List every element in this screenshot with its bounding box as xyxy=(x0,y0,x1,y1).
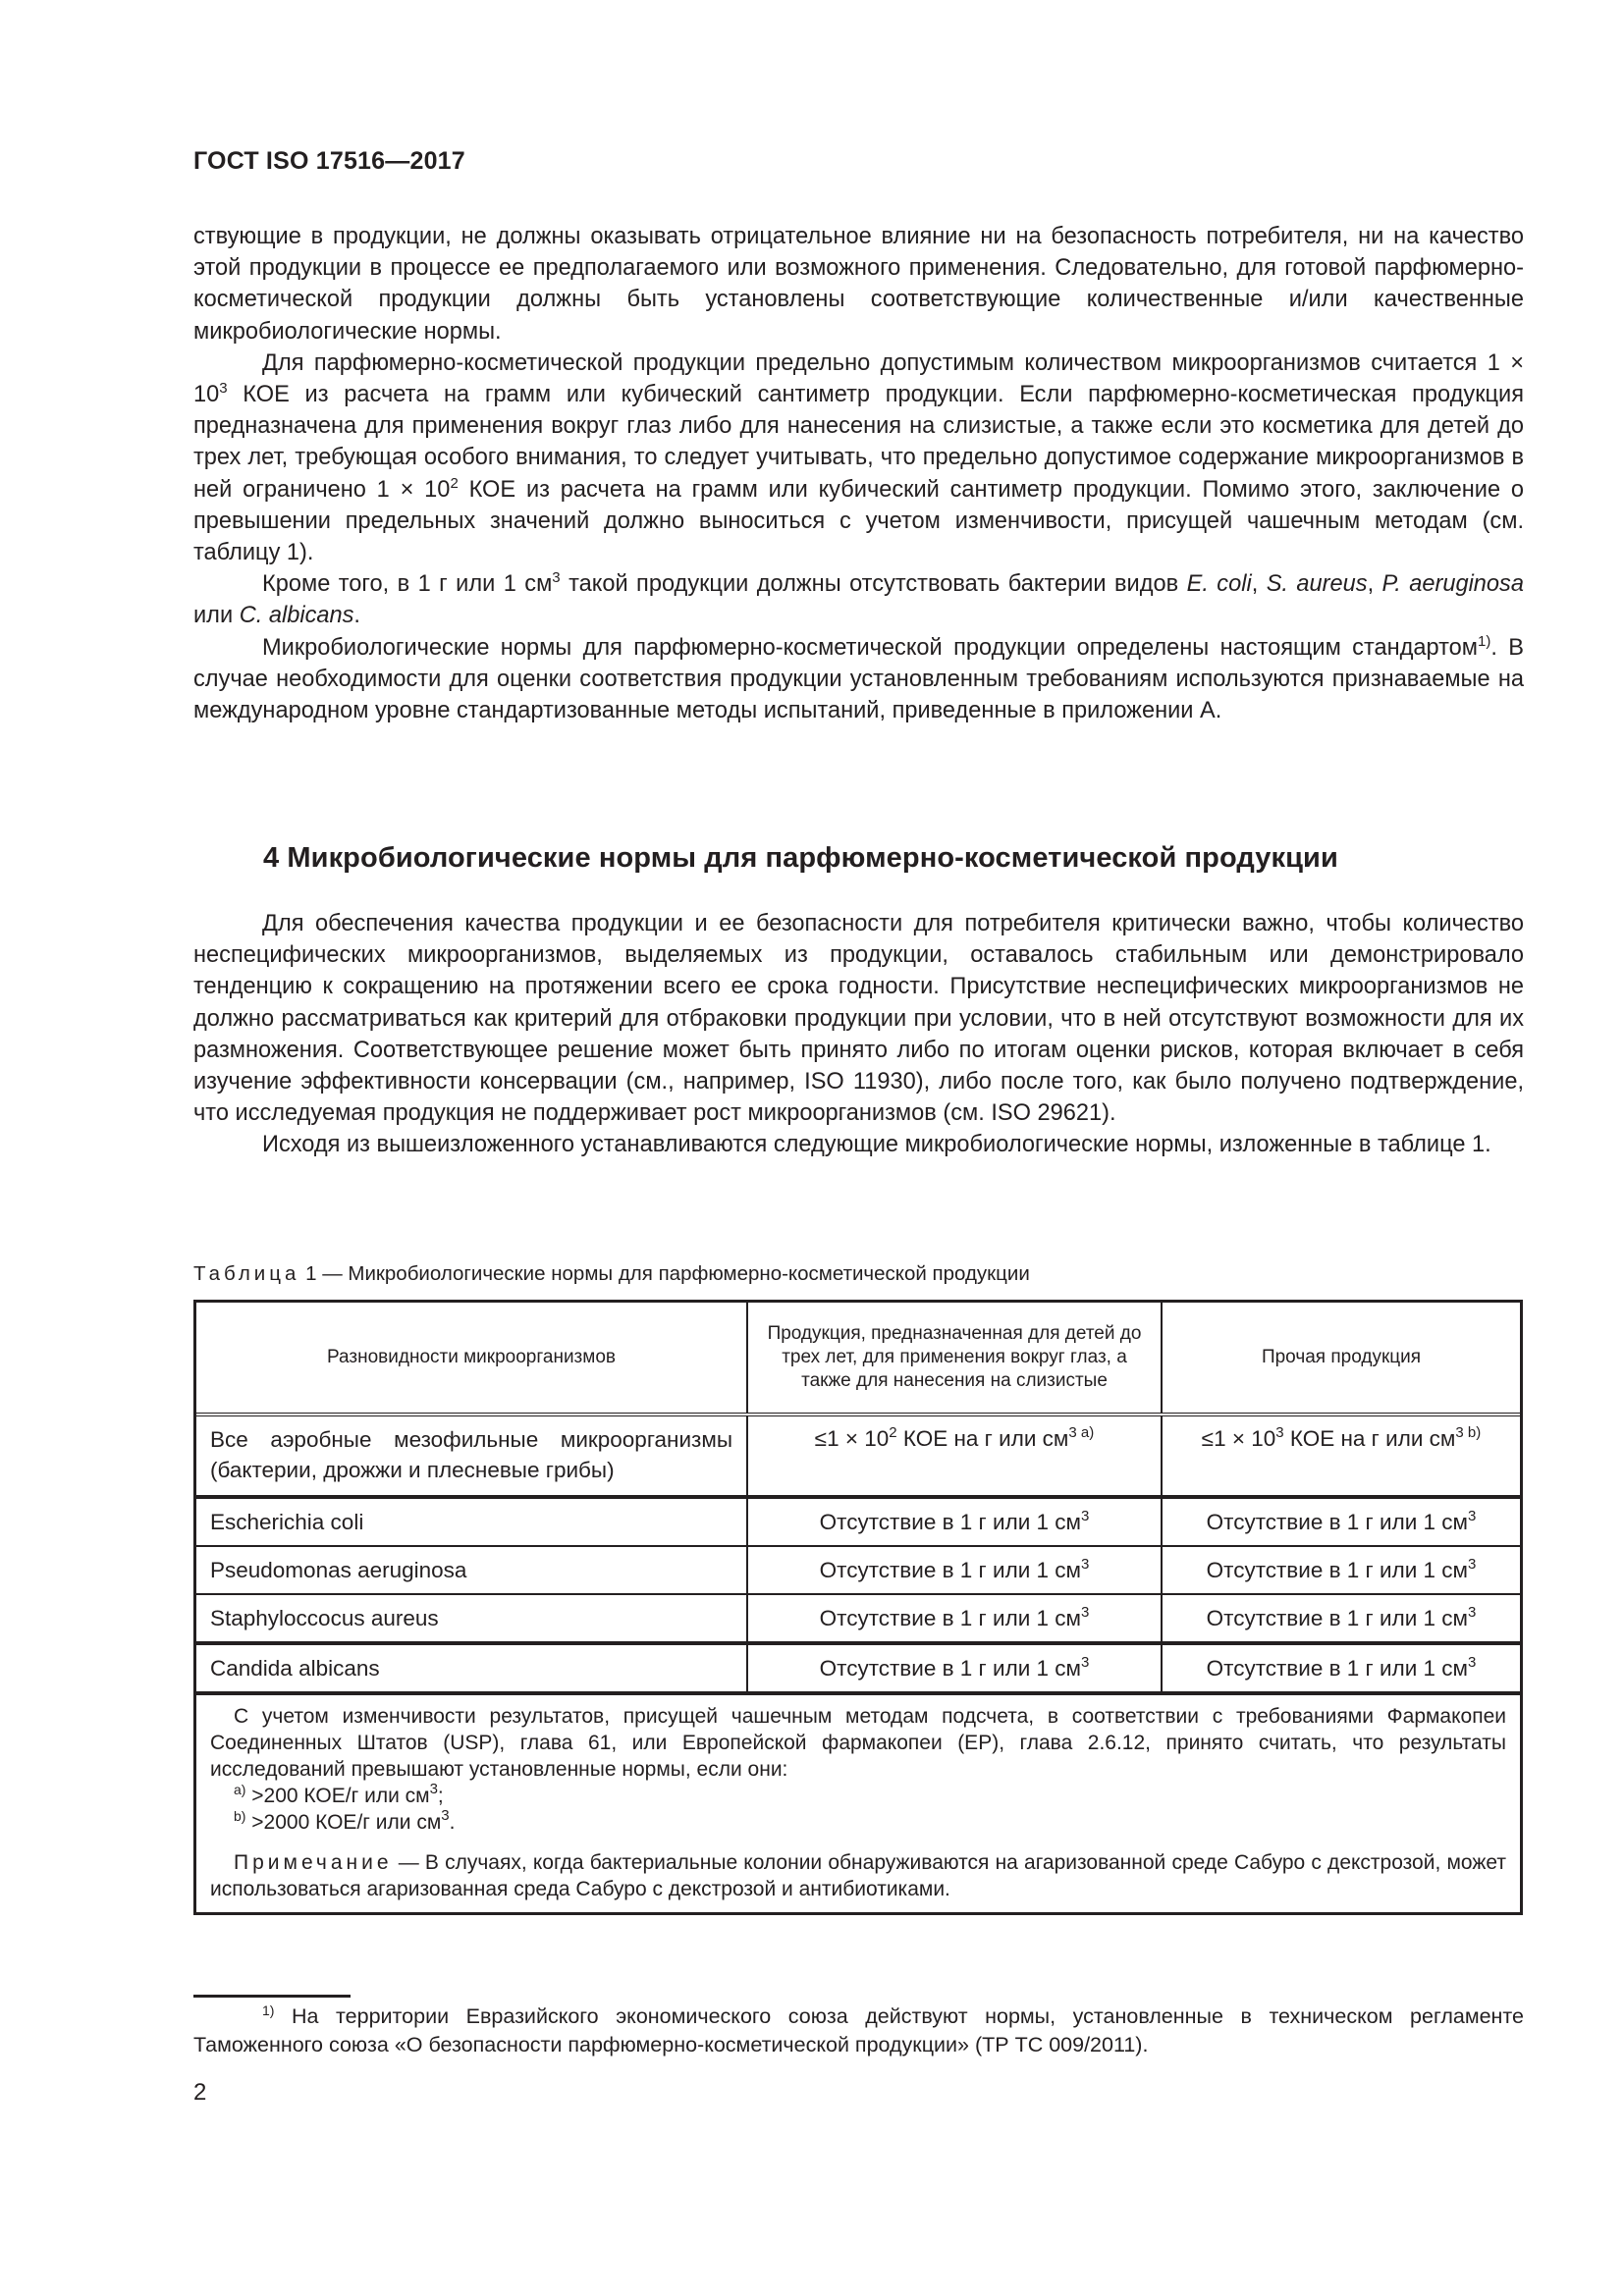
section-text xyxy=(193,908,1524,1161)
table-row xyxy=(196,1641,1520,1691)
organism-cell: Escherichia coli xyxy=(210,1509,364,1534)
intro-paragraph-4 xyxy=(193,632,1524,727)
superscript: 3 xyxy=(441,1807,450,1824)
page-footnote xyxy=(193,2002,1524,2059)
text-run: >200 КОЕ/г или см xyxy=(245,1785,430,1807)
text-run: ≤1 × 10 xyxy=(814,1426,890,1451)
text-run: Отсутствие в 1 г или 1 см xyxy=(1206,1605,1469,1630)
text-run: ≤1 × 10 xyxy=(1201,1426,1276,1451)
footnote-marker: b) xyxy=(234,1808,246,1824)
table-row xyxy=(196,1593,1520,1641)
intro-paragraph-2 xyxy=(193,347,1524,568)
superscript: 3 a) xyxy=(1068,1424,1095,1441)
table-notes-text: С учетом изменчивости результатов, присущей чашечным методам подсчета, в соответствии с требованиями Фармакопеи Соединенных Штатов (USP), глава 61, или Европейской фармакопеи (EP), глава 2.6.12, принято считать, что результаты исследований превышают установленные нормы, если они: xyxy=(210,1705,1506,1781)
table-row xyxy=(196,1413,1520,1495)
text-run: ; xyxy=(437,1785,444,1807)
limit-cell-special xyxy=(746,1595,1161,1641)
text-run: Для парфюмерно-косметической продукции предельно допустимым количеством микроорганизмов считается 1 × 10 xyxy=(193,349,1524,408)
footnote-divider xyxy=(193,1995,351,1998)
table-remark xyxy=(210,1849,1506,1902)
superscript: 3 xyxy=(1081,1603,1090,1621)
limit-cell-other xyxy=(1161,1499,1520,1545)
superscript: 3 xyxy=(1468,1507,1477,1524)
column-header-other-products: Прочая продукция xyxy=(1161,1303,1520,1413)
table-caption xyxy=(193,1262,1030,1286)
footnote-marker: a) xyxy=(234,1782,246,1797)
text-run: такой продукции должны отсутствовать бактерии видов xyxy=(560,571,1187,598)
text-run: . В случае необходимости для оценки соответствия продукции установленным требованиям используются признаваемые на международном уровне стандартизованные методы испытаний, приведенные в приложении А. xyxy=(193,634,1524,724)
limit-cell-other xyxy=(1161,1595,1520,1641)
table-notes xyxy=(196,1691,1520,1912)
superscript: 3 b) xyxy=(1455,1424,1482,1441)
table-row xyxy=(196,1495,1520,1545)
table-caption-label: Таблица xyxy=(193,1262,300,1285)
spacer xyxy=(210,1836,1506,1849)
text-run: Отсутствие в 1 г или 1 см xyxy=(1206,1655,1469,1681)
table-row xyxy=(196,1545,1520,1593)
organism-cell: Все аэробные мезофильные микроорганизмы (бактерии, дрожжи и плесневые грибы) xyxy=(210,1427,732,1482)
text-run: , xyxy=(1251,571,1267,598)
superscript: 3 xyxy=(1081,1653,1090,1671)
superscript: 2 xyxy=(889,1424,897,1441)
text-run: . xyxy=(353,603,360,629)
species-name: E. coli xyxy=(1186,571,1252,598)
limit-cell-other xyxy=(1161,1547,1520,1593)
superscript: 3 xyxy=(429,1781,438,1797)
text-run: КОЕ из расчета на грамм или кубический сантиметр продукции. Помимо этого, заключение о превышении предельных значений должно выноситься с учетом изменчивости, присущей чашечным методам (см. таблицу 1). xyxy=(193,476,1524,566)
intro-paragraph-3 xyxy=(193,568,1524,631)
superscript: 3 xyxy=(219,380,228,398)
text-run: Отсутствие в 1 г или 1 см xyxy=(819,1605,1082,1630)
text-run: , xyxy=(1367,571,1382,598)
document-header: ГОСТ ISO 17516—2017 xyxy=(193,147,465,175)
organism-cell: Staphyloccocus aureus xyxy=(210,1605,439,1630)
superscript: 3 xyxy=(1468,1603,1477,1621)
footnote-reference[interactable]: 1) xyxy=(1478,632,1491,650)
section-paragraph-2: Исходя из вышеизложенного устанавливаются следующие микробиологические нормы, изложенные в таблице 1. xyxy=(262,1132,1491,1158)
superscript: 3 xyxy=(1275,1424,1284,1441)
remark-label: Примечание xyxy=(234,1851,393,1874)
text-run: Микробиологические нормы для парфюмерно-косметической продукции определены настоящим стандартом xyxy=(262,634,1479,661)
text-run: Кроме того, в 1 г или 1 см xyxy=(262,571,553,598)
limit-cell-special xyxy=(746,1547,1161,1593)
microbiological-norms-table xyxy=(193,1300,1523,1915)
superscript: 3 xyxy=(1081,1507,1090,1524)
species-name: S. aureus xyxy=(1266,571,1368,598)
footnote-marker: 1) xyxy=(262,2002,275,2018)
text-run: КОЕ на г или см xyxy=(896,1426,1069,1451)
limit-cell-special xyxy=(746,1416,1161,1495)
text-run: или xyxy=(193,603,240,629)
table-caption-text: — Микробиологические нормы для парфюмерно-косметической продукции xyxy=(316,1262,1030,1285)
footnote-text: На территории Евразийского экономического союза действуют нормы, установленные в техническом регламенте Таможенного союза «О безопасности парфюмерно-косметической продукции» (ТР ТС 009/2011). xyxy=(193,2004,1524,2056)
intro-text xyxy=(193,221,1524,726)
table-footnote-a xyxy=(210,1783,1506,1809)
organism-cell: Pseudomonas aeruginosa xyxy=(210,1557,467,1582)
text-run: КОЕ из расчета на грамм или кубический сантиметр продукции. Если парфюмерно-косметическая продукция предназначена для применения вокруг глаз либо для нанесения на слизистые, а также если это косметика для детей до трех лет, требующая особого внимания, то следует учитывать, что предельно допустимое содержание микроорганизмов в ней ограничено 1 × 10 xyxy=(193,382,1524,503)
text-run: >2000 КОЕ/г или см xyxy=(245,1811,442,1834)
footnote-paragraph xyxy=(193,2002,1524,2059)
table-caption-number: 1 xyxy=(299,1262,317,1285)
text-run: . xyxy=(449,1811,456,1834)
superscript: 2 xyxy=(450,474,459,492)
text-run: Отсутствие в 1 г или 1 см xyxy=(1206,1509,1469,1534)
limit-cell-other xyxy=(1161,1416,1520,1495)
column-header-organisms: Разновидности микроорганизмов xyxy=(327,1347,616,1367)
text-run: Отсутствие в 1 г или 1 см xyxy=(819,1557,1082,1582)
table-header-row xyxy=(196,1303,1520,1413)
section-heading: 4 Микробиологические нормы для парфюмерно-косметической продукции xyxy=(263,842,1338,874)
limit-cell-other xyxy=(1161,1645,1520,1691)
text-run: Отсутствие в 1 г или 1 см xyxy=(819,1509,1082,1534)
superscript: 3 xyxy=(552,569,561,587)
text-run: Отсутствие в 1 г или 1 см xyxy=(1206,1557,1469,1582)
intro-paragraph-1: ствующие в продукции, не должны оказывать отрицательное влияние ни на безопасность потребителя, ни на качество этой продукции в процессе ее предполагаемого или возможного применения. Следовательно, для готовой парфюмерно-косметической продукции должны быть установлены соответствующие количественные и/или качественные микробиологические нормы. xyxy=(193,224,1524,345)
limit-cell-special xyxy=(746,1499,1161,1545)
section-paragraph-1: Для обеспечения качества продукции и ее безопасности для потребителя критически важно, чтобы количество неспецифических микроорганизмов, выделяемых из продукции, оставалось стабильным или демонстрировало тенденцию к сокращению на протяжении всего ее срока годности. Присутствие неспецифических микроорганизмов не должно рассматриваться как критерий для отбраковки продукции при условии, что в ней отсутствуют возможности для их размножения. Соответствующее решение может быть принято либо по итогам оценки рисков, которая включает в себя изучение эффективности консервации (см., например, ISO 11930), либо после того, как было получено подтверждение, что исследуемая продукция не поддерживает рост микроорганизмов (см. ISO 29621). xyxy=(193,911,1524,1127)
text-run: Отсутствие в 1 г или 1 см xyxy=(819,1655,1082,1681)
table-footnote-b xyxy=(210,1809,1506,1836)
page-number: 2 xyxy=(193,2079,207,2106)
text-run: КОЕ на г или см xyxy=(1283,1426,1456,1451)
remark-text: — В случаях, когда бактериальные колонии обнаруживаются на агаризованной среде Сабуро с декстрозой, может использоваться агаризованная среда Сабуро с декстрозой и антибиотиками. xyxy=(210,1851,1506,1900)
limit-cell-special xyxy=(746,1645,1161,1691)
superscript: 3 xyxy=(1468,1555,1477,1573)
superscript: 3 xyxy=(1081,1555,1090,1573)
species-name: P. aeruginosa xyxy=(1381,571,1524,598)
species-name: C. albicans xyxy=(239,603,354,629)
organism-cell: Candida albicans xyxy=(210,1655,380,1681)
column-header-special-products: Продукция, предназначенная для детей до трех лет, для применения вокруг глаз, а также для нанесения на слизистые xyxy=(746,1303,1161,1413)
superscript: 3 xyxy=(1468,1653,1477,1671)
